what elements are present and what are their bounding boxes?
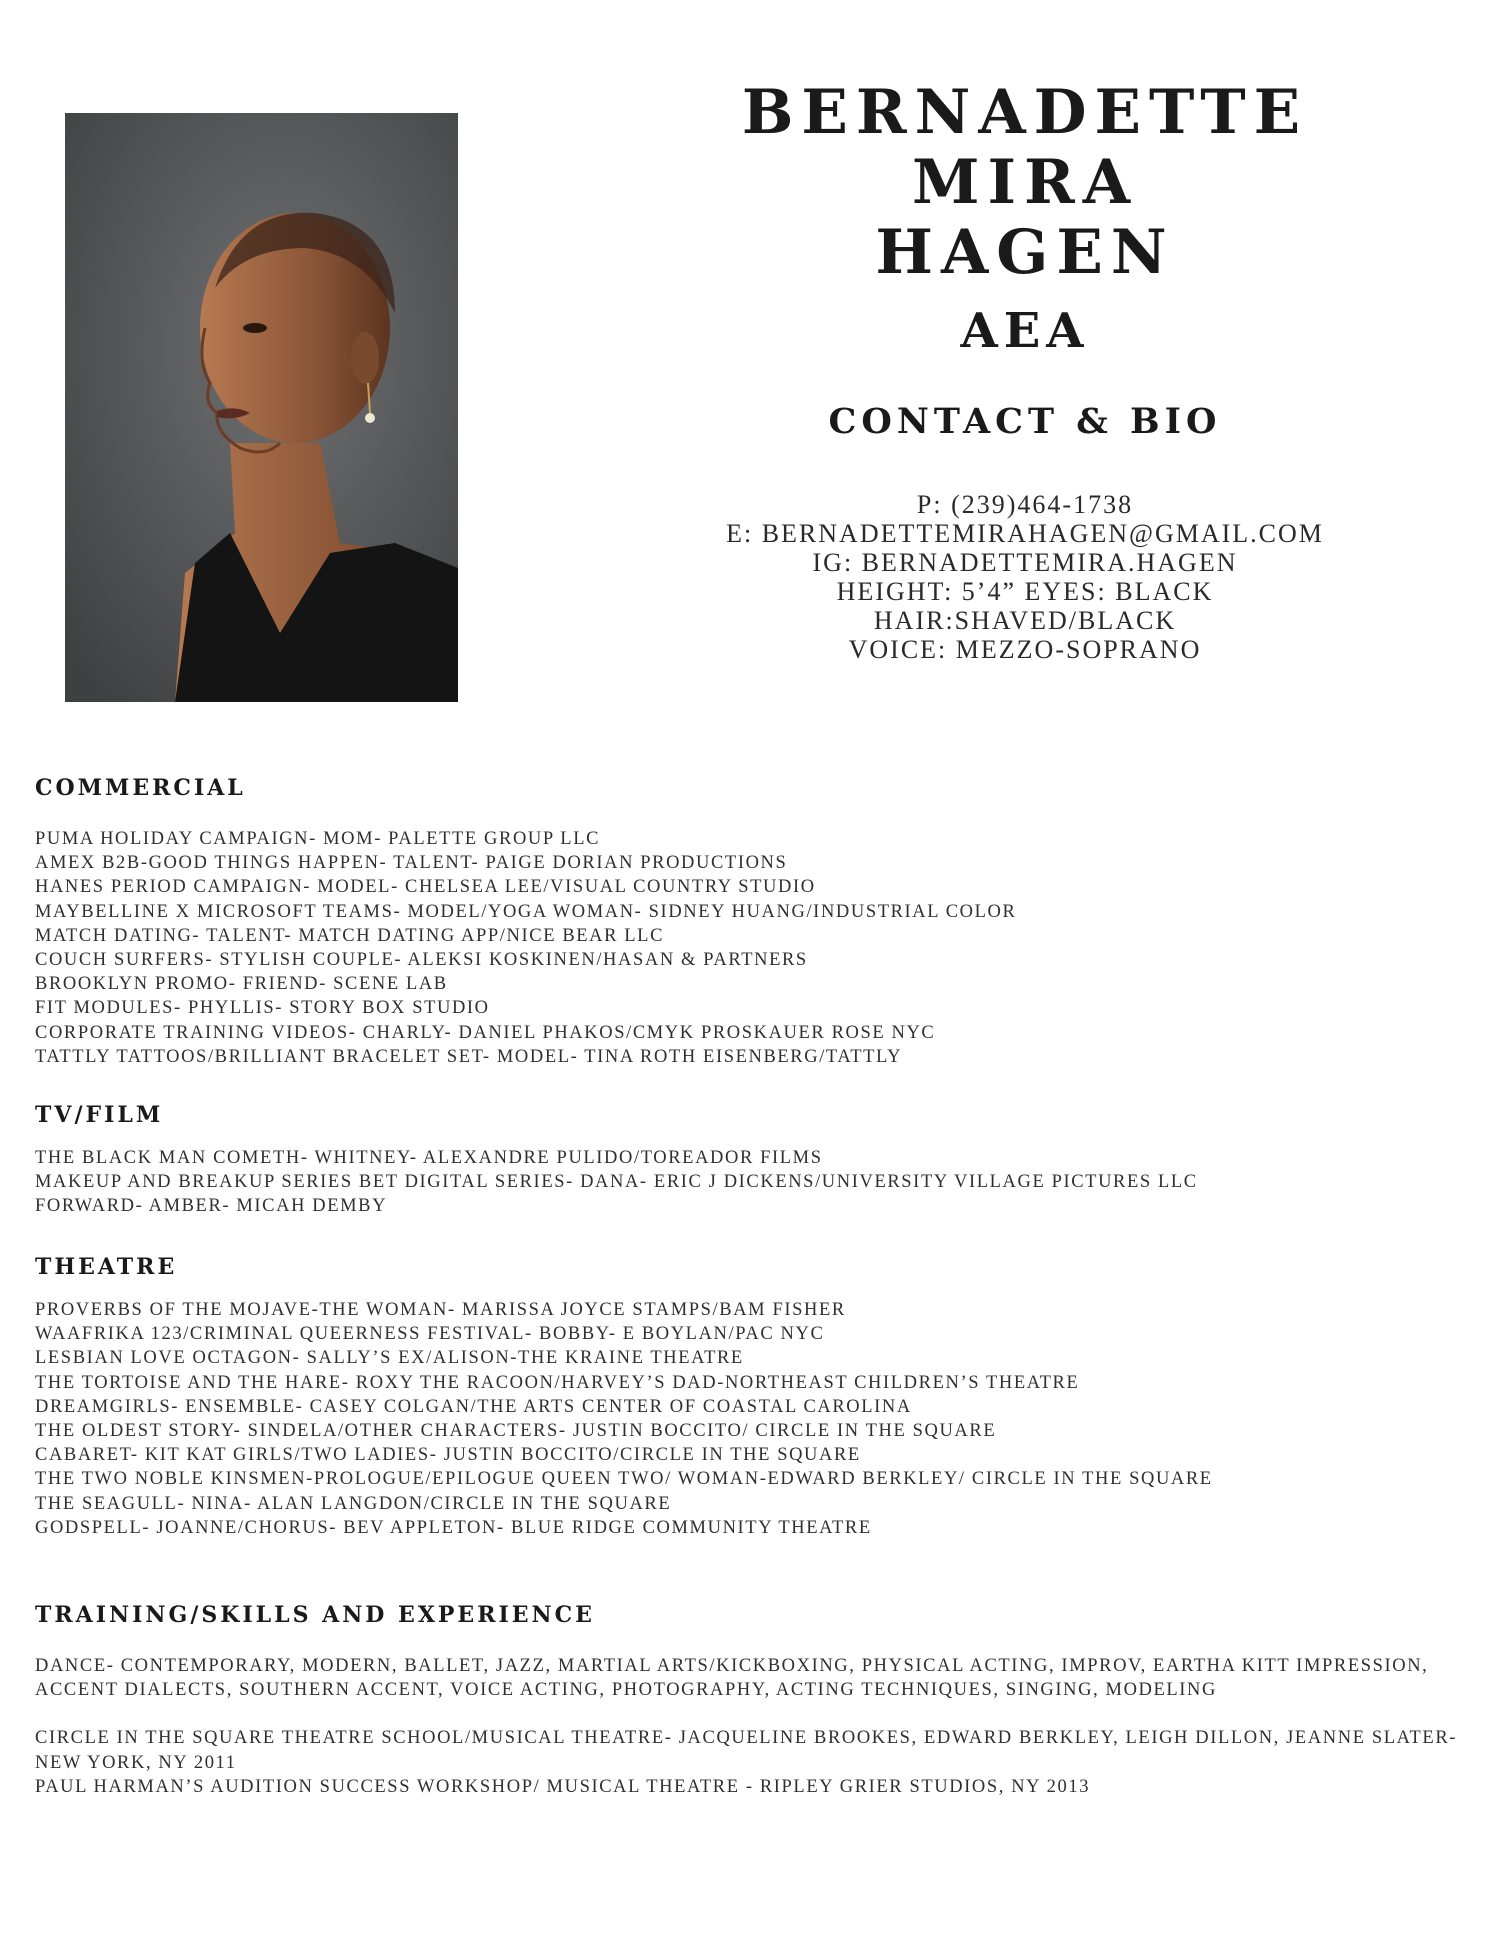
list-item: CABARET- KIT KAT GIRLS/TWO LADIES- JUSTIN BOCCITO/CIRCLE IN THE SQUARE <box>35 1445 861 1466</box>
list-item: COUCH SURFERS- STYLISH COUPLE- ALEKSI KOSKINEN/HASAN & PARTNERS <box>35 950 808 971</box>
contact-bio-heading: CONTACT & BIO <box>828 401 1222 442</box>
workshop-text: PAUL HARMAN’S AUDITION SUCCESS WORKSHOP/ MUSICAL THEATRE - RIPLEY GRIER STUDIOS, NY 2013 <box>35 1776 1091 1797</box>
tvfilm-section <box>35 1100 1465 1219</box>
list-item: MAKEUP AND BREAKUP SERIES BET DIGITAL SERIES- DANA- ERIC J DICKENS/UNIVERSITY VILLAGE PICTURES LLC <box>35 1172 1198 1193</box>
school-text: CIRCLE IN THE SQUARE THEATRE SCHOOL/MUSICAL THEATRE- JACQUELINE BROOKES, EDWARD BERKLEY, LEIGH DILLON, JEANNE SLATER- NEW YORK, NY 2011 <box>35 1728 1458 1773</box>
theatre-section <box>35 1252 1465 1540</box>
list-item: BROOKLYN PROMO- FRIEND- SCENE LAB <box>35 974 448 995</box>
list-item: HANES PERIOD CAMPAIGN- MODEL- CHELSEA LEE/VISUAL COUNTRY STUDIO <box>35 877 816 898</box>
commercial-list <box>35 827 1465 1069</box>
list-item: PROVERBS OF THE MOJAVE-THE WOMAN- MARISSA JOYCE STAMPS/BAM FISHER <box>35 1300 846 1320</box>
height-eyes: HEIGHT: 5’4” EYES: BLACK <box>836 577 1214 606</box>
name-line-1: BERNADETTE MIRA <box>741 77 1309 218</box>
list-item: MATCH DATING- TALENT- MATCH DATING APP/NICE BEAR LLC <box>35 925 665 946</box>
list-item: THE OLDEST STORY- SINDELA/OTHER CHARACTERS- JUSTIN BOCCITO/ CIRCLE IN THE SQUARE <box>35 1421 997 1442</box>
training-section <box>35 1600 1465 1799</box>
name-line-2: HAGEN <box>875 217 1175 288</box>
union-affiliation: AEA <box>960 303 1090 359</box>
list-item: LESBIAN LOVE OCTAGON- SALLY’S EX/ALISON-THE KRAINE THEATRE <box>35 1348 744 1369</box>
training-list <box>35 1654 1465 1799</box>
headshot-photo <box>65 113 458 702</box>
theatre-list <box>35 1298 1465 1540</box>
contact-details <box>640 490 1410 664</box>
list-item: AMEX B2B-GOOD THINGS HAPPEN- TALENT- PAIGE DORIAN PRODUCTIONS <box>35 853 788 874</box>
list-item: MAYBELLINE X MICROSOFT TEAMS- MODEL/YOGA WOMAN- SIDNEY HUANG/INDUSTRIAL COLOR <box>35 901 1017 922</box>
tvfilm-heading: TV/FILM <box>35 1102 164 1128</box>
list-item: THE TWO NOBLE KINSMEN-PROLOGUE/EPILOGUE QUEEN TWO/ WOMAN-EDWARD BERKLEY/ CIRCLE IN THE SQUARE <box>35 1469 1213 1490</box>
list-item: FIT MODULES- PHYLLIS- STORY BOX STUDIO <box>35 998 490 1019</box>
list-item: TATTLY TATTOOS/BRILLIANT BRACELET SET- MODEL- TINA ROTH EISENBERG/TATTLY <box>35 1046 903 1067</box>
training-heading: TRAINING/SKILLS AND EXPERIENCE <box>35 1602 595 1628</box>
list-item: WAAFRIKA 123/CRIMINAL QUEERNESS FESTIVAL- BOBBY- E BOYLAN/PAC NYC <box>35 1324 825 1345</box>
performer-name <box>640 78 1410 288</box>
list-item: PUMA HOLIDAY CAMPAIGN- MOM- PALETTE GROUP LLC <box>35 829 601 849</box>
list-item: DREAMGIRLS- ENSEMBLE- CASEY COLGAN/THE ARTS CENTER OF COASTAL CAROLINA <box>35 1396 912 1417</box>
email-address: E: BERNADETTEMIRAHAGEN@GMAIL.COM <box>726 519 1324 548</box>
instagram-handle: IG: BERNADETTEMIRA.HAGEN <box>812 548 1238 577</box>
voice-type: VOICE: MEZZO-SOPRANO <box>848 635 1202 664</box>
skills-text: DANCE- CONTEMPORARY, MODERN, BALLET, JAZZ, MARTIAL ARTS/KICKBOXING, PHYSICAL ACTING, IMPROV, EARTHA KITT IMPRESSION, ACCENT DIALECTS, SOUTHERN ACCENT, VOICE ACTING, PHOTOGRAPHY, ACTING TECHNIQUES, SINGING, MODELING <box>35 1656 1429 1701</box>
list-item: CORPORATE TRAINING VIDEOS- CHARLY- DANIEL PHAKOS/CMYK PROSKAUER ROSE NYC <box>35 1022 936 1043</box>
list-item: THE TORTOISE AND THE HARE- ROXY THE RACOON/HARVEY’S DAD-NORTHEAST CHILDREN’S THEATRE <box>35 1372 1080 1393</box>
hair-info: HAIR:SHAVED/BLACK <box>873 606 1177 635</box>
list-item: THE BLACK MAN COMETH- WHITNEY- ALEXANDRE PULIDO/TOREADOR FILMS <box>35 1148 823 1168</box>
theatre-heading: THEATRE <box>35 1254 178 1280</box>
resume-header <box>640 78 1410 664</box>
tvfilm-list <box>35 1146 1465 1219</box>
phone-number: P: (239)464-1738 <box>916 490 1134 519</box>
list-item: GODSPELL- JOANNE/CHORUS- BEV APPLETON- BLUE RIDGE COMMUNITY THEATRE <box>35 1517 872 1538</box>
commercial-heading: COMMERCIAL <box>35 775 246 801</box>
list-item: FORWARD- AMBER- MICAH DEMBY <box>35 1196 388 1217</box>
commercial-section <box>35 773 1465 1069</box>
list-item: THE SEAGULL- NINA- ALAN LANGDON/CIRCLE IN THE SQUARE <box>35 1493 672 1514</box>
